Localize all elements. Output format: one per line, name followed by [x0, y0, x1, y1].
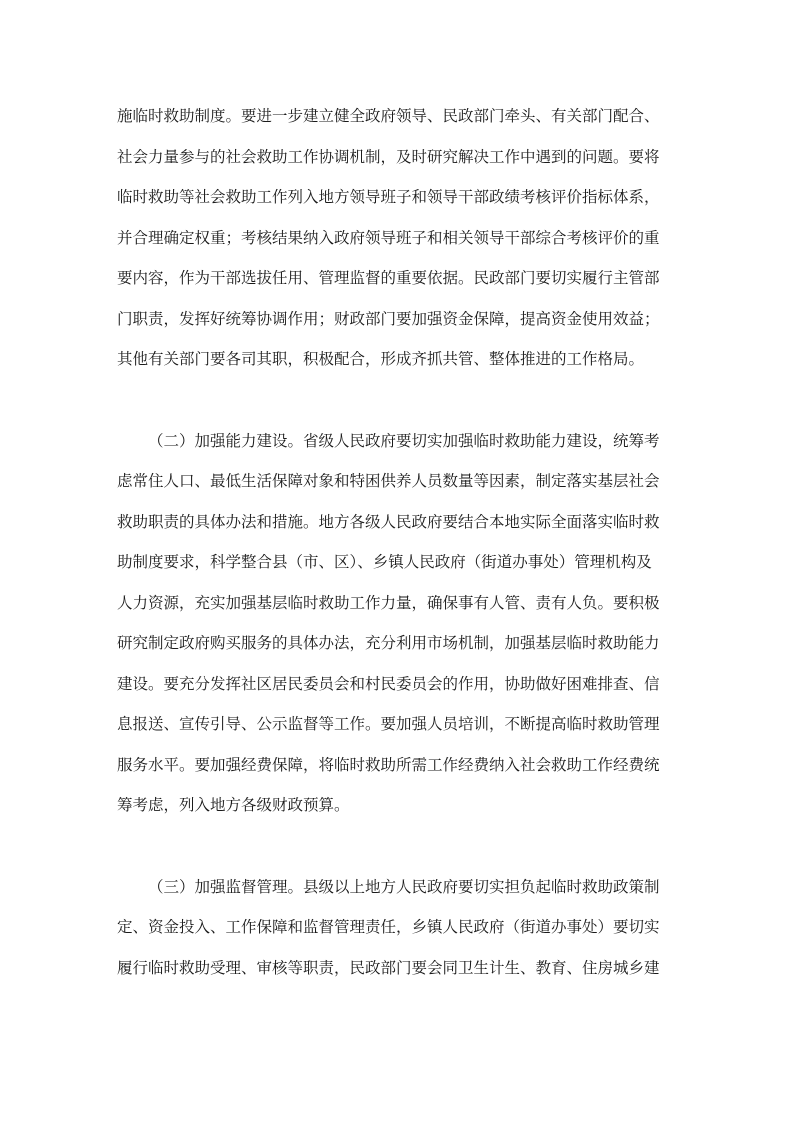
paragraph-3: [117, 867, 677, 989]
text-line: 研究制定政府购买服务的具体办法，充分利用市场机制，加强基层临时救助能力: [117, 634, 660, 652]
paragraph-spacer: [117, 826, 677, 867]
text-line: 虑常住人口、最低生活保障对象和特困供养人员数量等因素，制定落实基层社会: [117, 472, 660, 490]
text-line: 门职责，发挥好统筹协调作用；财政部门要加强资金保障，提高资金使用效益；: [117, 309, 660, 328]
text-line: 要内容，作为干部选拔任用、管理监督的重要依据。民政部门要切实履行主管部: [117, 269, 660, 287]
paragraph-1: [117, 96, 677, 380]
text-line: 并合理确定权重；考核结果纳入政府领导班子和相关领导干部综合考核评价的重: [117, 228, 660, 247]
text-line: 建设。要充分发挥社区居民委员会和村民委员会的作用，协助做好困难排查、信: [117, 674, 660, 693]
text-line: 助制度要求，科学整合县（市、区）、乡镇人民政府（街道办事处）管理机构及: [117, 553, 652, 571]
document-body: [117, 96, 677, 988]
text-line: （三）加强监督管理。县级以上地方人民政府要切实担负起临时救助政策制: [148, 877, 660, 896]
text-line: 社会力量参与的社会救助工作协调机制，及时研究解决工作中遇到的问题。要将: [117, 147, 660, 166]
text-line: 履行临时救助受理、审核等职责，民政部门要会同卫生计生、教育、住房城乡建: [117, 958, 660, 977]
text-line: 服务水平。要加强经费保障，将临时救助所需工作经费纳入社会救助工作经费统: [117, 755, 660, 774]
text-line: 筹考虑，列入地方各级财政预算。: [117, 796, 350, 814]
text-line: 人力资源，充实加强基层临时救助工作力量，确保事有人管、责有人负。要积极: [117, 593, 660, 612]
text-line: 临时救助等社会救助工作列入地方领导班子和领导干部政绩考核评价指标体系，: [117, 188, 660, 206]
text-line: 息报送、宣传引导、公示监督等工作。要加强人员培训，不断提高临时救助管理: [117, 715, 660, 733]
text-line: 施临时救助制度。要进一步建立健全政府领导、民政部门牵头、有关部门配合、: [117, 107, 660, 125]
text-line: （二）加强能力建设。省级人民政府要切实加强临时救助能力建设，统筹考: [148, 431, 660, 450]
text-line: 定、资金投入、工作保障和监督管理责任，乡镇人民政府（街道办事处）要切实: [117, 918, 660, 936]
text-line: 其他有关部门要各司其职，积极配合，形成齐抓共管、整体推进的工作格局。: [117, 350, 645, 368]
paragraph-2: [117, 421, 677, 826]
text-line: 救助职责的具体办法和措施。地方各级人民政府要结合本地实际全面落实临时救: [117, 512, 660, 531]
paragraph-spacer: [117, 380, 677, 421]
